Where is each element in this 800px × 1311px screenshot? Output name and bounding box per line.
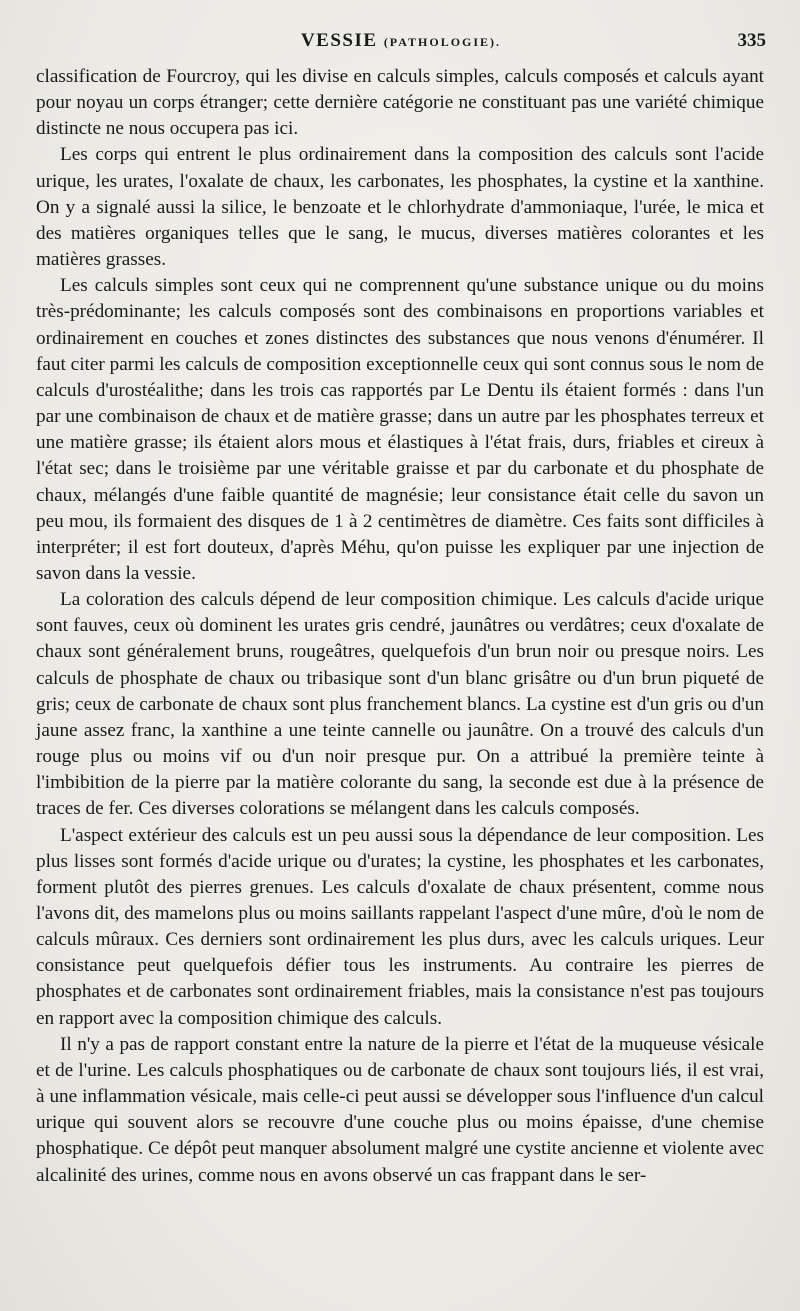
paragraph-mucosa-relation: Il n'y a pas de rapport constant entre la nature de la pierre et l'état de la muqueuse vésicale et de l'urine. Les calculs phosphatiques ou de carbonate de chaux sont toujours liés, il est vrai, à une inflammation vésicale, mais celle-ci peut aussi se développer sous l'influence d'un calcul urique qui souvent alors se recouvre d'une couche plus ou moins épaisse, d'une chemise phosphatique. Ce dépôt peut manquer absolument malgré une cystite ancienne et violente avec alcalinité des urines, comme nous en avons observé un cas frappant dans le ser- — [36, 1033, 764, 1186]
paragraph-coloration: La coloration des calculs dépend de leur composition chimique. Les calculs d'acide urique sont fauves, ceux où dominent les urates gris cendré, jaunâtres ou verdâtres; ceux d'oxalate de chaux sont généralement bruns, rougeâtres, quelquefois d'un brun noir ou presque noirs. Les calculs de phosphate de chaux ou tribasique sont d'un blanc grisâtre ou d'un brun piqueté de gris; ceux de carbonate de chaux sont plus franchement blancs. La cystine est d'un gris ou d'un jaune assez franc, la xanthine a une teinte cannelle ou jaunâtre. On a trouvé des calculs d'un rouge plus ou moins vif ou d'un noir presque pur. On a attribué la première teinte à l'imbibition de la pierre par la matière colorante du sang, la seconde est due à la présence de traces de fer. Ces diverses colorations se mélangent dans les calculs composés. — [36, 589, 764, 820]
running-head-title: VESSIE — [300, 30, 378, 51]
paragraph-composition: Les corps qui entrent le plus ordinairement dans la composition des calculs sont l'acide urique, les urates, l'oxalate de chaux, les carbonates, les phosphates, la cystine et la xanthine. On y a signalé aussi la silice, le benzoate et le chlorhydrate d'ammoniaque, l'urée, le mica et des matières organiques telles que le sang, le mucus, diverses matières colorantes et les matières grasses. — [36, 144, 764, 271]
body-text — [36, 64, 764, 1189]
paragraph-external-aspect: L'aspect extérieur des calculs est un peu aussi sous la dépendance de leur composition. Les plus lisses sont formés d'acide urique ou d'urates; la cystine, les phosphates et les carbonates, forment plutôt des pierres grenues. Les calculs d'oxalate de chaux présentent, comme nous l'avons dit, des mamelons plus ou moins saillants rappelant l'aspect d'une mûre, d'où le nom de calculs mûraux. Ces derniers sont ordinairement les plus durs, avec les calculs uriques. Leur consistance peut quelquefois défier tous les instruments. Au contraire les pierres de phosphates et de carbonates sont ordinairement friables, mais la consistance n'est pas toujours en rapport avec la composition chimique des calculs. — [36, 824, 764, 1029]
page-header — [36, 30, 766, 56]
paragraph-continuation: classification de Fourcroy, qui les divise en calculs simples, calculs composés et calculs ayant pour noyau un corps étranger; cette dernière catégorie ne constituant pas une variété chimique distincte ne nous occupera pas ici. — [36, 66, 764, 140]
running-head-subtitle: (PATHOLOGIE). — [383, 35, 502, 49]
running-head — [36, 30, 766, 52]
paragraph-simple-calculi: Les calculs simples sont ceux qui ne comprennent qu'une substance unique ou du moins très-prédominante; les calculs composés sont des combinaisons en proportions variables et ordinairement en couches et zones distinctes des substances que nous venons d'énumérer. Il faut citer parmi les calculs de composition exceptionnelle ceux qui sont connus sous le nom de calculs d'urostéalithe; dans les trois cas rapportés par Le Dentu ils étaient formés : dans l'un par une combinaison de chaux et de matière grasse; dans un autre par les phosphates terreux et une matière grasse; ils étaient alors mous et élastiques à l'état frais, durs, friables et cireux à l'état sec; dans le troisième par une véritable graisse et par du carbonate et du phosphate de chaux, mélangés d'une faible quantité de magnésie; leur consistance était celle du savon un peu mou, ils formaient des disques de 1 à 2 centimètres de diamètre. Ces faits sont difficiles à interpréter; il est fort douteux, d'après Méhu, qu'on puisse les expliquer par une injection de savon dans la vessie. — [36, 275, 764, 584]
page-number: 335 — [737, 30, 766, 51]
